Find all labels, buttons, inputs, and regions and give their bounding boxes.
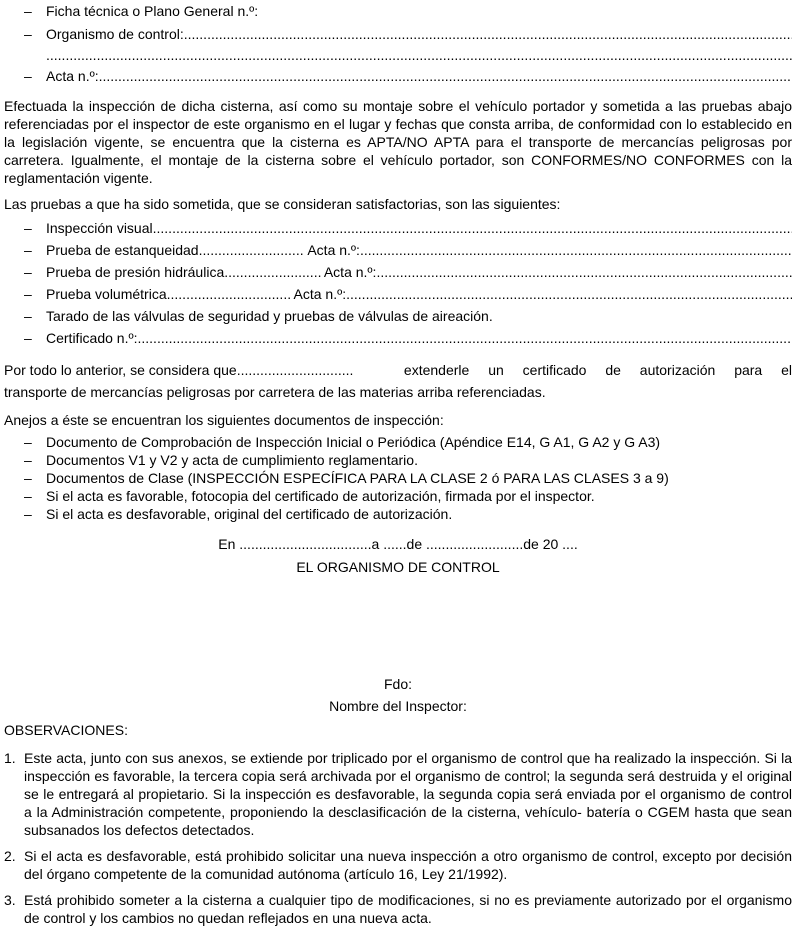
considera-fill[interactable]: .............................. <box>236 362 354 378</box>
prueba-fill-line[interactable] <box>153 219 792 237</box>
dash-bullet: – <box>24 308 32 324</box>
observacion-item <box>4 847 792 883</box>
pruebas-intro: Las pruebas a que ha sido sometida, que se consideran satisfactorias, son las siguientes: <box>4 196 561 212</box>
dash-bullet: – <box>24 286 32 302</box>
acta-label: Acta n.º: <box>293 286 347 302</box>
observaciones-list <box>4 749 792 927</box>
considera-start: Por todo lo anterior, se considera que <box>4 362 237 378</box>
observacion-text: Si el acta es desfavorable, está prohibido solicitar una nueva inspección a otro organismo de control, excepto por decisión del órgano competente de la comunidad autónoma (artículo 16, Ley 21/1992). <box>24 848 792 882</box>
nombre-inspector-label: Nombre del Inspector: <box>329 698 467 714</box>
prueba-fill-line[interactable] <box>199 241 305 259</box>
anejos-intro: Anejos a éste se encuentran los siguientes documentos de inspección: <box>4 412 444 428</box>
dash-bullet: – <box>24 488 32 504</box>
dash-bullet: – <box>24 264 32 280</box>
organismo-fill-line[interactable] <box>184 25 792 43</box>
prueba-fill-line[interactable] <box>224 263 321 281</box>
dash-bullet: – <box>24 3 32 19</box>
top-fields <box>4 0 792 89</box>
dash-bullet: – <box>24 434 32 450</box>
certificado-fill-line[interactable] <box>138 329 793 347</box>
organismo-field <box>24 25 792 46</box>
anejo-item: – Documento de Comprobación de Inspección Inicial o Periódica (Apéndice E14, G A1, G A2 y G A3) <box>24 434 661 450</box>
intro-paragraph: Efectuada la inspección de dicha cisterna, así como su montaje sobre el vehículo portador y sometida a las pruebas abajo referenciadas por el inspector de este organismo en el lugar y fechas que consta arriba, de conformidad con lo establecido en la legislación vigente, se encuentra que la cisterna es APTA/NO APTA para el transporte de mercancías peligrosas por carretera. Igualmente, el montaje de la cisterna sobre el vehículo portador, son CONFORMES/NO CONFORMES con la reglamentación vigente. <box>4 98 792 186</box>
organismo-continuation <box>24 46 792 67</box>
anejo-item: – Si el acta es desfavorable, original del certificado de autorización. <box>24 506 453 522</box>
prueba-fill-line[interactable] <box>167 285 291 303</box>
dash-bullet: – <box>24 330 32 346</box>
prueba-certificado <box>24 329 792 351</box>
observacion-item <box>4 749 792 839</box>
dash-bullet: – <box>24 68 32 84</box>
ficha-label: Ficha técnica o Plano General n.º: <box>46 3 259 19</box>
prueba-label: Inspección visual <box>46 220 153 236</box>
prueba-label: Prueba de presión hidráulica <box>46 264 225 280</box>
dash-bullet: – <box>24 452 32 468</box>
anejo-item: – Documentos de Clase (INSPECCIÓN ESPECÍFICA PARA LA CLASE 2 ó PARA LAS CLASES 3 a 9) <box>24 470 669 486</box>
dash-bullet: – <box>24 26 32 42</box>
observacion-text: Este acta, junto con sus anexos, se extiende por triplicado por el organismo de control que ha realizado la inspección. Si la inspección es favorable, la tercera copia será archivada por el organismo de control; la segunda será destruida y el original se le entregará al propietario. Si la inspección es desfavorable, la segunda copia será enviada por el organismo de control a la Administración competente, proponiendo la desclasificación de la cisterna, vehículo- batería o CGEM hasta que sean subsanados los defectos detectados. <box>24 750 792 838</box>
observacion-item <box>4 891 792 927</box>
acta-fill-line[interactable] <box>376 263 792 281</box>
dash-bullet: – <box>24 242 32 258</box>
date-line[interactable]: En ..................................a ......de .........................de 20 .... <box>218 536 578 552</box>
anejo-item: – Documentos V1 y V2 y acta de cumplimiento reglamentario. <box>24 452 418 468</box>
prueba-label: Prueba de estanqueidad <box>46 242 199 258</box>
acta-field <box>24 67 792 89</box>
observacion-text: Está prohibido someter a la cisterna a cualquier tipo de modificaciones, si no es previamente autorizado por el organismo de control y los cambios no quedan reflejados en una nueva acta. <box>24 892 792 926</box>
acta-fill-line[interactable] <box>346 285 792 303</box>
acta-label: Acta n.º: <box>46 68 99 84</box>
organismo-fill-line-2[interactable] <box>46 46 792 64</box>
prueba-label: Tarado de las válvulas de seguridad y pruebas de válvulas de aireación. <box>46 308 493 324</box>
anejos-list <box>4 433 792 523</box>
prueba-volumetrica <box>24 285 792 307</box>
acta-label: Acta n.º: <box>307 242 360 258</box>
considera-end: extenderle un certificado de autorización para el <box>403 362 792 378</box>
considera-block <box>4 359 792 403</box>
ficha-field <box>24 2 792 25</box>
acta-label: Acta n.º: <box>323 264 377 280</box>
prueba-estanqueidad <box>24 241 792 263</box>
prueba-inspeccion-visual <box>24 219 792 241</box>
prueba-label: Prueba volumétrica <box>46 286 167 302</box>
observaciones-title: OBSERVACIONES: <box>4 722 128 738</box>
observacion-number: 3. <box>4 892 16 908</box>
dash-bullet: – <box>24 506 32 522</box>
organismo-title: EL ORGANISMO DE CONTROL <box>296 559 500 575</box>
anejo-item: – Si el acta es favorable, fotocopia del certificado de autorización, firmada por el inspector. <box>24 488 595 504</box>
dash-bullet: – <box>24 220 32 236</box>
fdo-label: Fdo: <box>383 676 412 692</box>
observacion-number: 1. <box>4 750 16 766</box>
pruebas-list <box>4 219 792 351</box>
dash-bullet: – <box>24 470 32 486</box>
prueba-presion <box>24 263 792 285</box>
acta-fill-line[interactable] <box>99 67 792 85</box>
organismo-label: Organismo de control: <box>46 26 184 42</box>
certificado-label: Certificado n.º: <box>46 330 138 346</box>
acta-fill-line[interactable] <box>360 241 792 259</box>
observacion-number: 2. <box>4 848 16 864</box>
prueba-tarado <box>24 307 792 329</box>
considera-line2: transporte de mercancías peligrosas por carretera de las materias arriba referenciadas. <box>4 384 546 400</box>
